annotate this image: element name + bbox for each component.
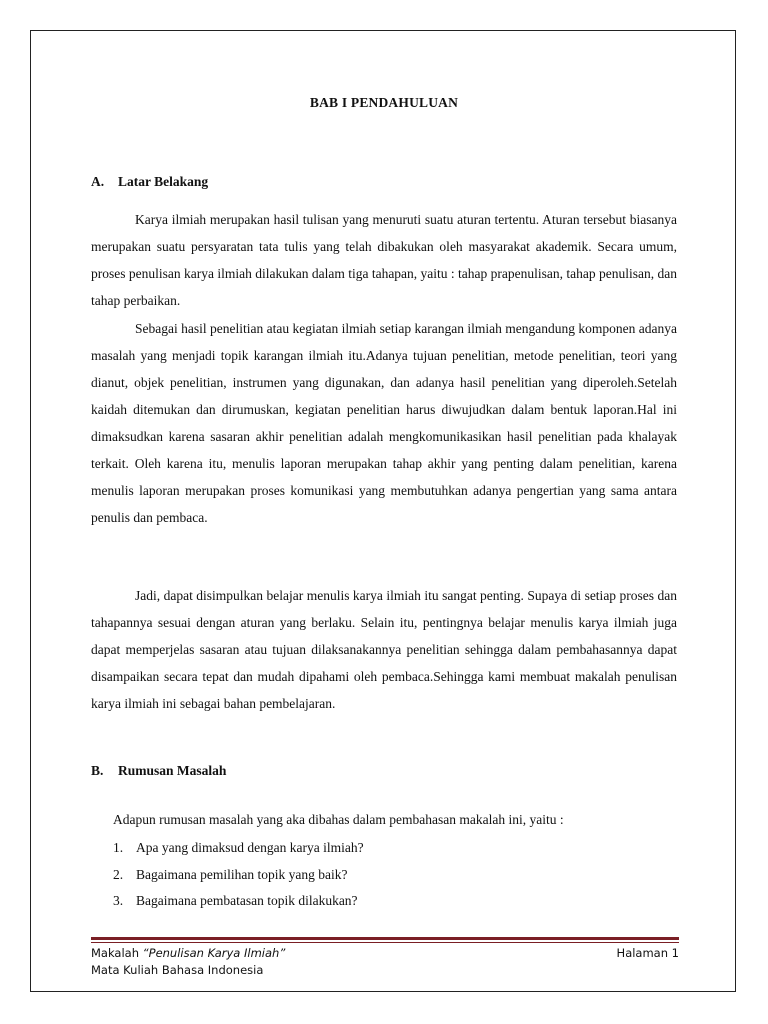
footer-makalah-title: “Penulisan Karya Ilmiah” [142,946,286,960]
list-text: Apa yang dimaksud dengan karya ilmiah? [136,840,364,855]
list-item [113,838,364,865]
section-a-heading [91,174,208,190]
list-number: 2. [113,866,124,882]
list-item [113,865,364,892]
page-footer [91,945,679,979]
page-number: Halaman 1 [616,946,679,960]
section-b-title: Rumusan Masalah [118,763,227,778]
footer-rule-thick [91,937,679,940]
list-number: 1. [113,840,124,855]
question-list [113,838,364,918]
section-a-number: A. [91,174,105,189]
list-item [113,891,364,918]
list-number: 3. [113,893,124,908]
footer-course: Mata Kuliah Bahasa Indonesia [91,963,264,977]
footer-rule-thin [91,942,679,943]
paragraph-1: Karya ilmiah merupakan hasil tulisan yang menuruti suatu aturan tertentu. Aturan tersebut biasanya merupakan suatu persyaratan tata tulis yang telah dibakukan oleh masyarakat akademik. Secara umum, proses penulisan karya ilmiah dilakukan dalam tiga tahapan, yaitu : tahap prapenulisan, tahap penulisan, dan tahap perbaikan. [91,212,677,308]
paragraph-3: Jadi, dapat disimpulkan belajar menulis karya ilmiah itu sangat penting. Supaya di setiap proses dan tahapannya sesuai dengan aturan yang berlaku. Selain itu, pentingnya belajar menulis karya ilmiah juga dapat memperjelas sasaran atau tujuan dilaksanakannya penelitian sehingga dalam pembahasannya dapat disampaikan secara tepat dan mudah dipahami oleh pembaca.Sehingga kami membuat makalah penulisan karya ilmiah ini sebagai bahan pembelajaran. [91,588,677,711]
list-text: Bagaimana pembatasan topik dilakukan? [136,893,358,908]
chapter-title: BAB I PENDAHULUAN [309,95,459,110]
problem-intro: Adapun rumusan masalah yang aka dibahas dalam pembahasan makalah ini, yaitu : [113,812,564,827]
section-b-heading [91,763,226,779]
section-b-number: B. [91,763,104,778]
footer-makalah-prefix: Makalah [91,946,143,960]
section-a-title: Latar Belakang [118,174,209,189]
paragraph-2: Sebagai hasil penelitian atau kegiatan ilmiah setiap karangan ilmiah mengandung komponen adanya masalah yang menjadi topik karangan ilmiah itu.Adanya tujuan penelitian, metode penelitian, teori yang dianut, objek penelitian, instrumen yang digunakan, dan adanya hasil penelitian yang diperoleh.Setelah kaidah ditemukan dan dirumuskan, kegiatan penelitian harus diwujudkan dalam bentuk laporan.Hal ini dimaksudkan karena sasaran akhir penelitian adalah mengkomunikasikan hasil penelitian pada khalayak terkait. Oleh karena itu, menulis laporan merupakan tahap akhir yang penting dalam penelitian, karena menulis laporan merupakan proses komunikasi yang membutuhkan adanya pengertian yang sama antara penulis dan pembaca. [91,321,677,525]
list-text: Bagaimana pemilihan topik yang baik? [136,866,348,882]
footer-makalah [91,945,285,962]
